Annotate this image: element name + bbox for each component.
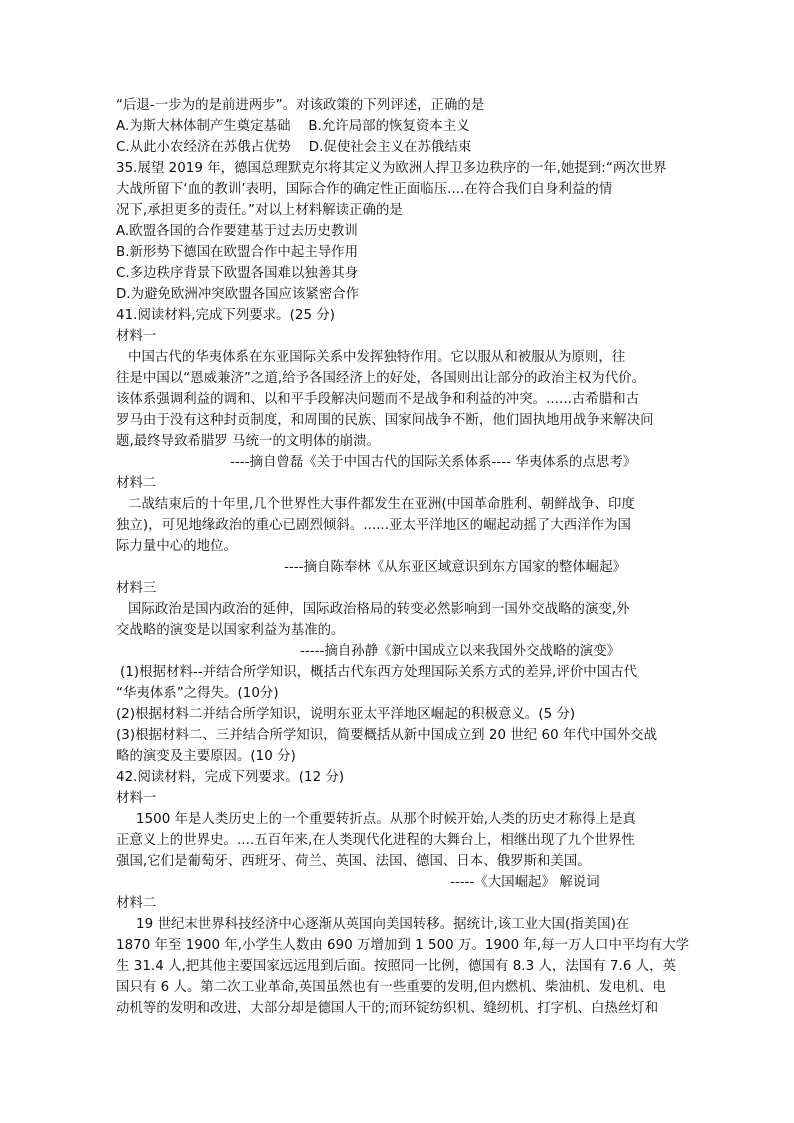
q41-material-2-text: 独立)，可见地缘政治的重心已剧烈倾斜。......亚太平洋地区的崛起动摇了大西洋作为国 bbox=[116, 518, 631, 533]
q35-stem-line2: 大战所留下‘血的教训’表明，国际合作的确定性正面临压....在符合我们自身利益的情 bbox=[116, 182, 613, 197]
q41-material-3-source: -----摘自孙静《新中国成立以来我国外交战略的演变》 bbox=[300, 644, 621, 659]
q41-subquestion-3: (3)根据材料二、三并结合所学知识，简要概括从新中国成立到 20 世纪 60 年代中国外交战 bbox=[116, 728, 658, 743]
q41-material-3-text: 国际政治是国内政治的延伸，国际政治格局的转变必然影响到一国外交战略的演变,外 bbox=[128, 602, 630, 617]
q42-material-2-text: 国只有 6 人。第二次工业革命,英国虽然也有一些重要的发明,但内燃机、柴油机、发电机、电 bbox=[116, 980, 666, 995]
q42-material-2-text: 生 31.4 人,把其他主要国家远远甩到后面。按照同一比例，德国有 8.3 人，法国有 7.6 人，英 bbox=[116, 959, 677, 974]
q41-subquestion-1: “华夷体系”之得失。(10分) bbox=[116, 686, 279, 701]
q42-material-1-source: -----《大国崛起》 解说词 bbox=[450, 875, 600, 890]
q41-material-1-text: 该体系强调利益的调和、以和平手段解决问题而不是战争和利益的冲突。......古希腊和古 bbox=[116, 392, 640, 407]
q41-material-2-source: ----摘自陈奉林《从东亚区域意识到东方国家的整体崛起》 bbox=[284, 560, 627, 575]
q41-heading: 41.阅读材料,完成下列要求。(25 分) bbox=[116, 308, 336, 323]
q41-material-1-source: ----摘自曾磊《关于中国古代的国际关系体系---- 华夷体系的点思考》 bbox=[230, 455, 637, 470]
q41-material-3-text: 交战略的演变是以国家利益为基准的。 bbox=[116, 623, 345, 638]
q41-subquestion-2: (2)根据材料二并结合所学知识，说明东亚太平洋地区崛起的积极意义。(5 分) bbox=[116, 707, 576, 722]
q41-material-2-label: 材料二 bbox=[116, 476, 157, 491]
q35-stem-line1: 35.展望 2019 年，德国总理默克尔将其定义为欧洲人捍卫多边秩序的一年,她提到:“两次世界 bbox=[116, 161, 667, 176]
q41-material-3-label: 材料三 bbox=[116, 581, 157, 596]
q41-material-1-text: 往是中国以“恩威兼济”之道,给予各国经济上的好处，各国则出让部分的政治主权为代价。 bbox=[116, 371, 646, 386]
q41-subquestion-1: (1)根据材料--并结合所学知识，概括古代东西方处理国际关系方式的差异,评价中国古代 bbox=[120, 665, 638, 680]
q34-options-cd: C.从此小农经济在苏俄占优势 D.促使社会主义在苏俄结束 bbox=[116, 140, 472, 155]
q34-options-ab: A.为斯大林体制产生奠定基础 B.允许局部的恢复资本主义 bbox=[116, 119, 470, 134]
q41-material-2-text: 二战结束后的十年里,几个世界性大事件都发生在亚洲(中国革命胜利、朝鲜战争、印度 bbox=[128, 497, 635, 512]
q42-material-1-text: 正意义上的世界史。....五百年来,在人类现代化进程的大舞台上，相继出现了九个世界性 bbox=[116, 833, 635, 848]
q42-material-1-text: 强国,它们是葡萄牙、西班牙、荷兰、英国、法国、德国、日本、俄罗斯和美国。 bbox=[116, 854, 591, 869]
q35-stem-line3: 况下,承担更多的责任。”对以上材料解读正确的是 bbox=[116, 203, 403, 218]
q42-material-1-label: 材料一 bbox=[116, 791, 157, 806]
q41-material-2-text: 际力量中心的地位。 bbox=[116, 539, 237, 554]
q41-subquestion-3: 略的演变及主要原因。(10 分) bbox=[116, 749, 296, 764]
q35-option-d: D.为避免欧洲冲突欧盟各国应该紧密合作 bbox=[116, 287, 360, 302]
q35-option-a: A.欧盟各国的合作要建基于过去历史教训 bbox=[116, 224, 358, 239]
q34-stem: “后退-一步为的是前进两步”。对该政策的下列评述，正确的是 bbox=[116, 98, 485, 113]
q41-material-1-text: 中国古代的华夷体系在东亚国际关系中发挥独特作用。它以服从和被服从为原则，往 bbox=[128, 350, 626, 365]
q42-material-1-text: 1500 年是人类历史上的一个重要转折点。从那个时候开始,人类的历史才称得上是真 bbox=[136, 812, 636, 827]
q41-material-1-label: 材料一 bbox=[116, 329, 157, 344]
q42-material-2-text: 19 世纪末世界科技经济中心逐渐从英国向美国转移。据统计,该工业大国(指美国)在 bbox=[136, 917, 630, 932]
q42-material-2-text: 动机等的发明和改进，大部分却是德国人干的;而环锭纺织机、缝纫机、打字机、白热丝灯和 bbox=[116, 1001, 659, 1016]
q42-heading: 42.阅读材料，完成下列要求。(12 分) bbox=[116, 770, 345, 785]
q35-option-c: C.多边秩序背景下欧盟各国难以独善其身 bbox=[116, 266, 359, 281]
q41-material-1-text: 题,最终导致希腊罗 马统一的文明体的崩溃。 bbox=[116, 434, 380, 449]
q42-material-2-label: 材料二 bbox=[116, 896, 157, 911]
q41-material-1-text: 罗马由于没有这种封贡制度，和周围的民族、国家间战争不断，他们固执地用战争来解决问 bbox=[116, 413, 654, 428]
q42-material-2-text: 1870 年至 1900 年,小学生人数由 690 万增加到 1 500 万。1900 年,每一万人口中平均有大学 bbox=[116, 938, 690, 953]
q35-option-b: B.新形势下德国在欧盟合作中起主导作用 bbox=[116, 245, 359, 260]
